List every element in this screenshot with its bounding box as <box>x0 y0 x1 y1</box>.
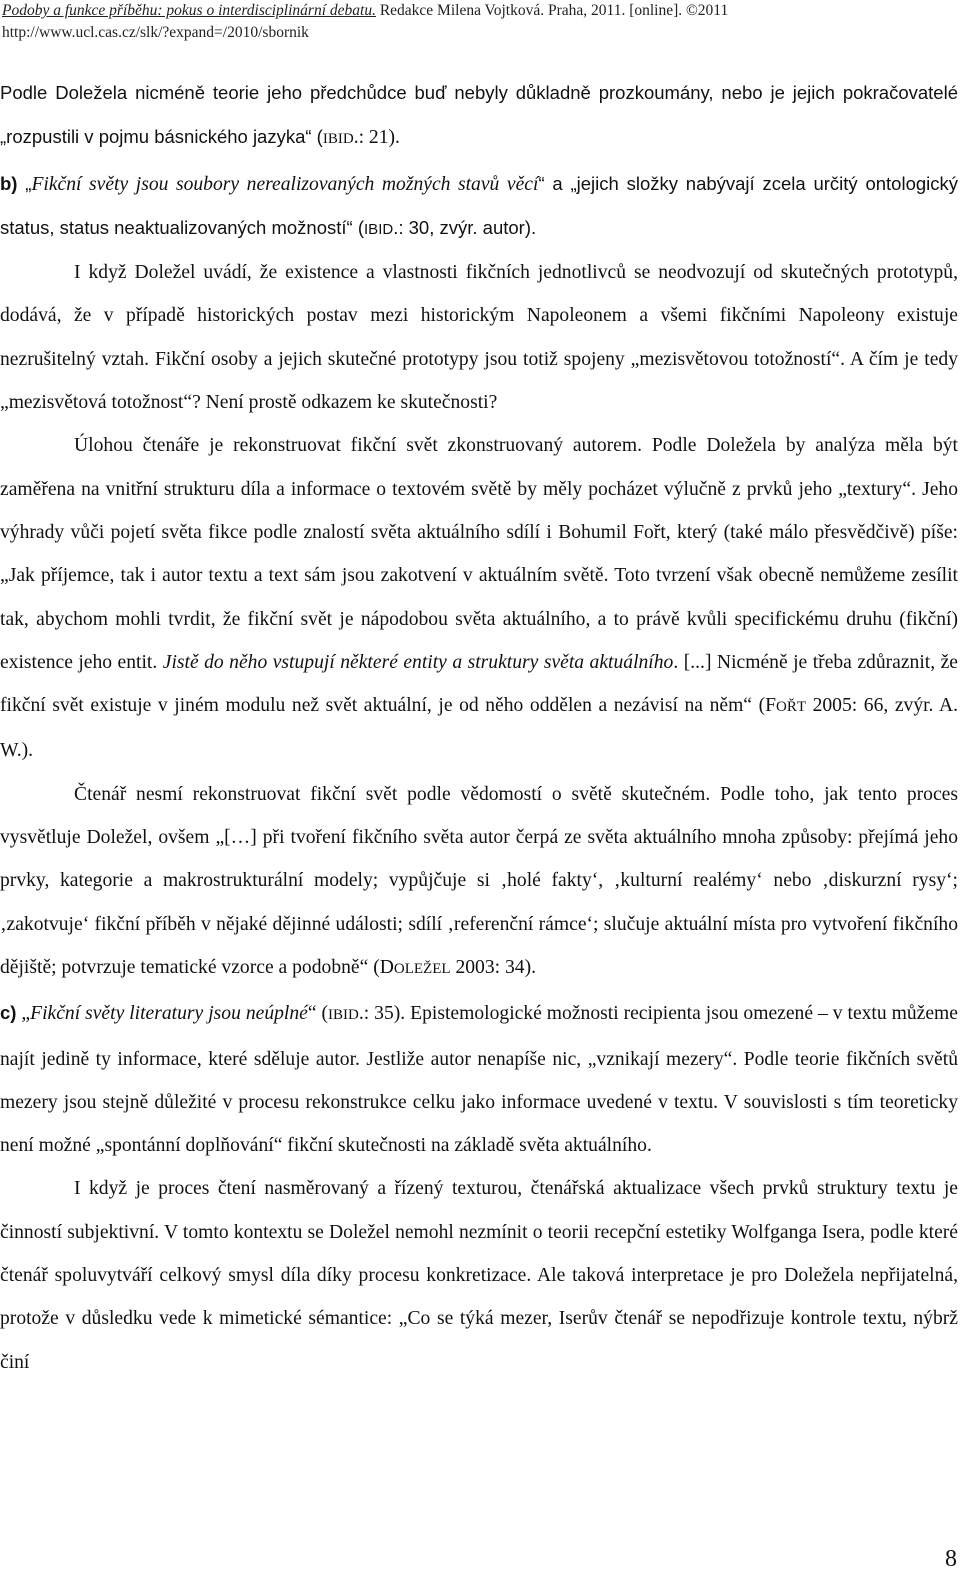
paragraph-3-text-a: I když Doležel uvádí, že existence a vlastnosti fikčních jednotlivců se neodvozují od skutečných prototypů, dodává, že v případě historických postav mezi historickým Napoleonem a všemi fikčními Napoleony existuje nezrušitelný vztah. <box>0 262 958 370</box>
list-label-c: c) <box>0 1002 17 1024</box>
paragraph-6-text-tail: .: 35). Epistemologické možnosti recipienta jsou omezené – v textu můžeme najít jedině ty informace, které sděluje autor. Jestliže autor nenapíše nic, „vznikají mezery“. Podle teorie fikčních světů mezery jsou stejně důležité v procesu rekonstrukce celku jako informace uvedené v textu. V souvislosti s tím teoreticky není možné „spontánní doplňování“ fikční skutečnosti na základě světa aktuálního. <box>0 1003 958 1157</box>
paragraph-4-text-c: . [...] Nicméně je třeba zdůraznit, že fikční svět existuje v jiném modulu než svět aktuální, je od něho oddělen a nezávisí na něm“ (F <box>0 651 958 717</box>
paragraph-1 <box>0 71 958 162</box>
author-smallcaps: OLEŽEL <box>393 960 451 977</box>
paragraph-5-text: Čtenář nesmí rekonstruovat fikční svět podle vědomostí o světě skutečném. Podle toho, jak tento proces vysvětluje Doležel, ovšem „[…] při tvoření fikčního světa autor čerpá ze světa aktuálního mnoha způsoby: přejímá jeho prvky, kategorie a makrostrukturální modely; vypůjčuje si ‚holé fakty‘, ‚kulturní realémy‘ nebo ‚diskurzní rysy‘; ‚zakotvuje‘ fikční příběh v nějaké dějinné události; sdílí ‚referenční rámce‘; slučuje aktuální místa pro vytvoření fikčního dějiště; potvrzuje tematické vzorce a podobně“ (D <box>0 783 958 978</box>
citation-tail: 2003: 34). <box>450 956 536 978</box>
ibid-ref: IBID <box>328 1007 359 1024</box>
document-body <box>0 71 958 1384</box>
quote-open: „ <box>16 1003 31 1025</box>
paragraph-7-text: I když je proces čtení nasměrovaný a řízený texturou, čtenářská aktualizace všech prvků struktury textu je činností subjektivní. V tomto kontextu se Doležel nemohl nezmínit o teorii recepční estetiky Wolfganga Isera, podle které čtenář spoluvytváří celkový smysl díla díky procesu konkretizace. Ale taková interpretace je pro Doležela nepřijatelná, protože v důsledku vede k mimetické sémantice: „Co se týká mezer, Iserův čtenář se nepodřizuje kontrole textu, nýbrž činí <box>0 1178 958 1373</box>
source-details: Redakce Milena Vojtková. Praha, 2011. [online]. ©2011 <box>375 2 729 19</box>
paragraph-1-text: Podle Doležela nicméně teorie jeho předchůdce buď nebyly důkladně prozkoumány, nebo je jejich pokračovatelé „rozpustili v pojmu básnického jazyka“ ( <box>0 82 958 148</box>
paragraph-3-text-b: Fikční osoby a jejich skutečné prototypy jsou totiž spojeny „mezisvětovou totožností“. A čím je tedy „mezisvětová totožnost“? Není prostě odkazem ke skutečnosti? <box>0 348 958 414</box>
emphasized-quote: Jistě do něho vstupují některé entity a struktury světa aktuálního <box>162 651 674 673</box>
source-url: http://www.ucl.cas.cz/slk/?expand=/2010/sbornik <box>2 24 309 41</box>
source-citation <box>2 2 728 19</box>
list-label-b: b) <box>0 172 18 194</box>
paragraph-4 <box>0 424 958 772</box>
paragraph-2-text: “ a „jejich složky nabývají zcela určitý ontologický status, status neaktualizovaných možností“ ( <box>0 172 959 238</box>
source-title: Podoby a funkce příběhu: pokus o interdisciplinární debatu. <box>2 2 376 19</box>
citation-tail: 2005: 66, zvýr. A. W.). <box>0 695 958 762</box>
paragraph-6-text: “ ( <box>307 1003 329 1025</box>
author-smallcaps: OŘT <box>776 699 806 716</box>
quote-open: „ <box>17 172 32 194</box>
document-header <box>2 0 952 44</box>
emphasized-thesis: Fikční světy literatury jsou neúplné <box>30 1003 308 1025</box>
citation-tail: .: 30, zvýr. autor). <box>393 216 537 238</box>
citation-tail: .: 21). <box>353 127 400 149</box>
paragraph-7 <box>0 1167 958 1383</box>
page-number: 8 <box>945 1546 957 1572</box>
paragraph-3 <box>0 251 958 424</box>
ibid-ref: IBID <box>364 220 394 238</box>
emphasized-thesis: Fikční světy jsou soubory nerealizovaných možných stavů věcí <box>31 173 539 195</box>
ibid-ref: IBID <box>322 131 354 148</box>
paragraph-6 <box>0 991 958 1167</box>
paragraph-2 <box>0 162 958 252</box>
paragraph-4-text-b: Podle Doležela by analýza měla být zaměřena na vnitřní strukturu díla a informace o textovém světě by měly pocházet výlučně z prvků jeho „textury“. Jeho výhrady vůči pojetí světa fikce podle znalostí světa aktuálního sdílí i Bohumil Fořt, který (také málo přesvědčivě) píše: „Jak příjemce, tak i autor textu a text sám jsou zakotvení v aktuálním světě. Toto tvrzení však obecně nemůžeme zesílit tak, abychom mohli tvrdit, že fikční svět je nápodobou světa aktuálního, a to právě kvůli specifickému druhu (fikční) existence jeho entit. <box>0 435 958 673</box>
paragraph-4-text-a: Úlohou čtenáře je rekonstruovat fikční svět zkonstruovaný autorem. <box>74 435 642 457</box>
paragraph-5 <box>0 773 958 991</box>
